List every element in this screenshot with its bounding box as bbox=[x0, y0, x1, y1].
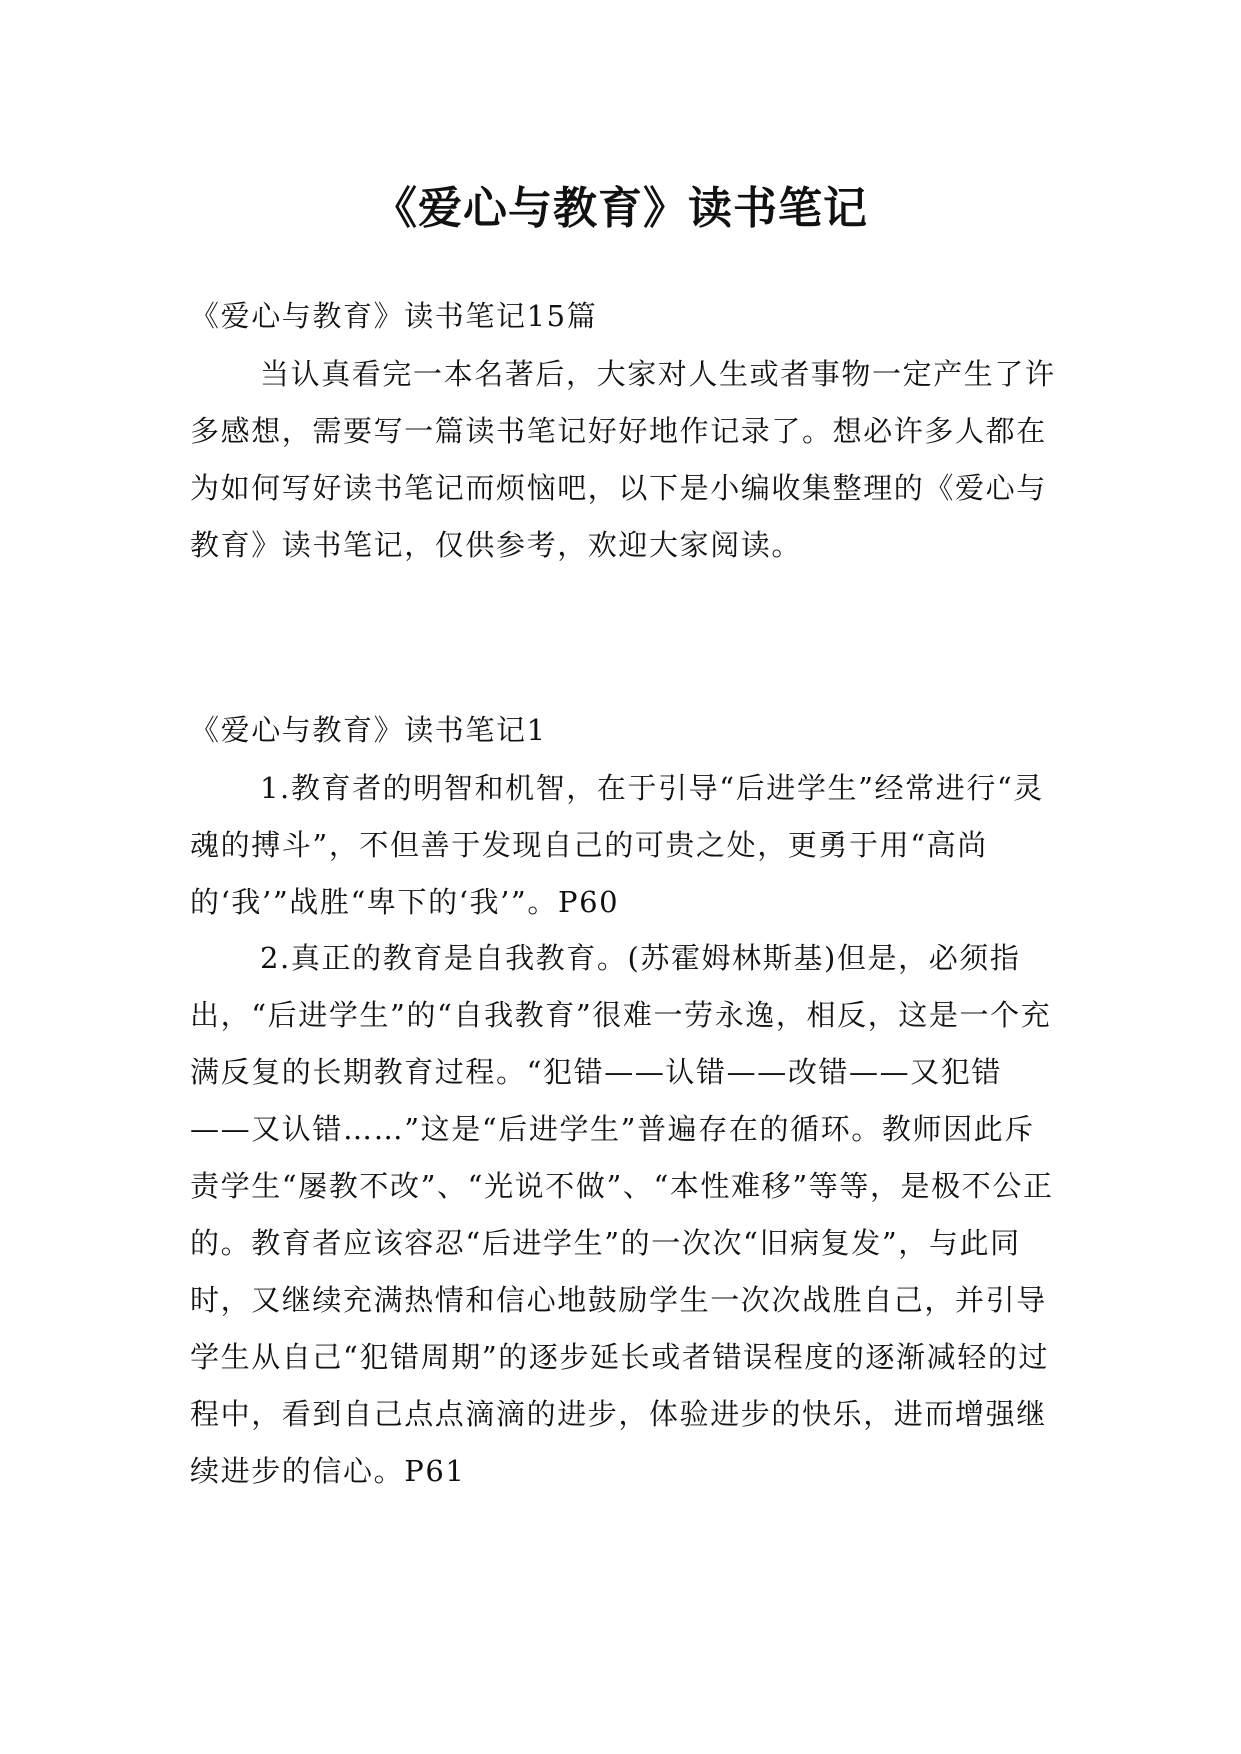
intro-paragraph: 当认真看完一本名著后，大家对人生或者事物一定产生了许多感想，需要写一篇读书笔记好好地作记录了。想必许多人都在为如何写好读书笔记而烦恼吧，以下是小编收集整理的《爱心与教育》读书笔记，仅供参考，欢迎大家阅读。 bbox=[190, 357, 1056, 562]
section-heading: 《爱心与教育》读书笔记1 bbox=[190, 713, 547, 747]
note-paragraph-2: 2.真正的教育是自我教育。(苏霍姆林斯基)但是，必须指出，“后进学生”的“自我教育”很难一劳永逸，相反，这是一个充满反复的长期教育过程。“犯错——认错——改错——又犯错——又认错……”这是“后进学生”普遍存在的循环。教师因此斥责学生“屡教不改”、“光说不做”、“本性难移”等等，是极不公正的。教育者应该容忍“后进学生”的一次次“旧病复发”，与此同时，又继续充满热情和信心地鼓励学生一次次战胜自己，并引导学生从自己“犯错周期”的逐步延长或者错误程度的逐渐减轻的过程中，看到自己点点滴滴的进步，体验进步的快乐，进而增强继续进步的信心。P61 bbox=[190, 941, 1054, 1488]
document-title: 《爱心与教育》读书笔记 bbox=[373, 183, 868, 235]
document-subtitle: 《爱心与教育》读书笔记15篇 bbox=[190, 299, 598, 333]
note-paragraph-1: 1.教育者的明智和机智，在于引导“后进学生”经常进行“灵魂的搏斗”，不但善于发现自己的可贵之处，更勇于用“高尚的‘我’”战胜“卑下的‘我’”。P60 bbox=[190, 771, 1044, 919]
